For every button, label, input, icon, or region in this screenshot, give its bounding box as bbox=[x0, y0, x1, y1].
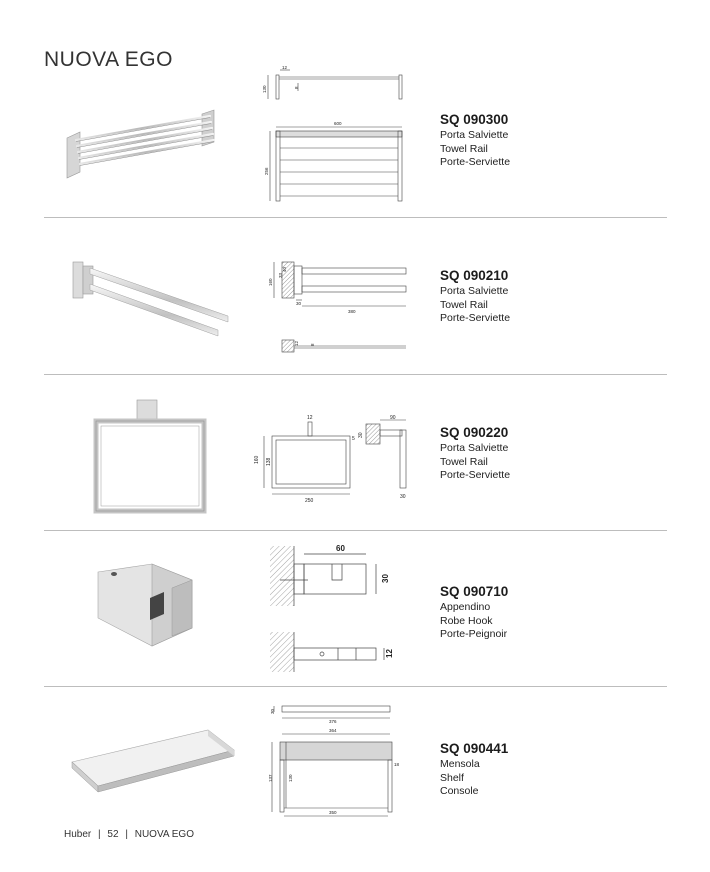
technical-drawing-robe-hook bbox=[268, 540, 398, 675]
dim-label: 5 bbox=[352, 436, 355, 442]
dim-label: 364 bbox=[329, 728, 337, 733]
dim-label: 160 bbox=[254, 455, 260, 464]
product-photo-towel-shelf bbox=[62, 110, 232, 190]
dim-label: 30 bbox=[400, 494, 406, 500]
footer-brand: Huber bbox=[64, 829, 92, 840]
dim-label: 250 bbox=[305, 498, 314, 504]
product-label-it: Porta Salviette bbox=[440, 442, 509, 454]
dim-label: 12 bbox=[282, 65, 288, 70]
product-label-en: Robe Hook bbox=[440, 614, 493, 627]
dim-label: 12 bbox=[307, 415, 313, 421]
product-label-fr: Porte-Serviette bbox=[440, 312, 511, 324]
product-label-fr: Porte-Serviette bbox=[440, 469, 511, 481]
dim-label: 130 bbox=[262, 85, 267, 93]
dim-label: 18 bbox=[394, 762, 400, 767]
divider bbox=[44, 374, 667, 375]
dim-label: 160 bbox=[268, 278, 273, 286]
dim-label: 256 bbox=[264, 167, 269, 175]
product-label-en: Towel Rail bbox=[440, 142, 488, 155]
product-info bbox=[440, 268, 510, 326]
footer-separator: | bbox=[98, 829, 101, 840]
product-label-fr: Porte-Serviette bbox=[440, 156, 511, 168]
product-code: SQ 090441 bbox=[440, 741, 509, 756]
product-label-fr: Console bbox=[440, 785, 479, 797]
dim-label: 33 bbox=[278, 272, 283, 278]
product-info bbox=[440, 584, 508, 642]
dim-label: 350 bbox=[329, 810, 337, 815]
dim-label: 138 bbox=[266, 457, 272, 466]
dim-label: 130 bbox=[288, 774, 293, 782]
dim-label: 12 bbox=[385, 649, 394, 658]
product-code: SQ 090710 bbox=[440, 584, 509, 599]
product-code: SQ 090220 bbox=[440, 425, 509, 440]
dim-label: 40 bbox=[282, 266, 287, 272]
product-photo-robe-hook bbox=[92, 558, 207, 653]
dim-label: 30 bbox=[270, 708, 275, 714]
divider bbox=[44, 530, 667, 531]
footer-section: NUOVA EGO bbox=[134, 829, 194, 840]
product-info bbox=[440, 741, 508, 799]
product-photo-swivel-rail bbox=[68, 258, 233, 338]
page-title: NUOVA EGO bbox=[44, 48, 173, 72]
dim-label: 8 bbox=[310, 343, 315, 346]
dim-label: 137 bbox=[268, 774, 273, 782]
product-photo-shelf bbox=[68, 722, 238, 797]
product-label-fr: Porte-Peignoir bbox=[440, 628, 508, 640]
technical-drawing-towel-shelf bbox=[262, 65, 412, 210]
dim-label: 8 bbox=[294, 86, 299, 89]
product-photo-towel-ring bbox=[90, 395, 210, 515]
product-label-en: Towel Rail bbox=[440, 455, 488, 468]
product-label-en: Towel Rail bbox=[440, 298, 488, 311]
divider bbox=[44, 686, 667, 687]
product-label-it: Appendino bbox=[440, 601, 491, 613]
product-code: SQ 090300 bbox=[440, 112, 509, 127]
dim-label: 30 bbox=[296, 301, 302, 306]
technical-drawing-swivel-rail bbox=[262, 258, 412, 358]
technical-drawing-towel-ring bbox=[250, 410, 420, 504]
product-info bbox=[440, 112, 510, 170]
dim-label: 12 bbox=[294, 340, 299, 346]
dim-label: 30 bbox=[381, 574, 390, 583]
product-info bbox=[440, 425, 510, 483]
dim-label: 380 bbox=[348, 309, 356, 314]
footer-separator: | bbox=[125, 829, 128, 840]
dim-label: 90 bbox=[390, 415, 396, 421]
dim-label: 30 bbox=[358, 432, 364, 438]
dim-label: 376 bbox=[329, 719, 337, 724]
page-footer bbox=[64, 829, 194, 840]
dim-label: 600 bbox=[334, 121, 342, 126]
technical-drawing-shelf bbox=[266, 700, 406, 820]
product-label-it: Porta Salviette bbox=[440, 285, 509, 297]
divider bbox=[44, 217, 667, 218]
product-label-it: Mensola bbox=[440, 758, 480, 770]
product-label-it: Porta Salviette bbox=[440, 129, 509, 141]
product-label-en: Shelf bbox=[440, 771, 464, 784]
footer-page-number: 52 bbox=[107, 829, 119, 840]
dim-label: 60 bbox=[336, 544, 345, 553]
product-code: SQ 090210 bbox=[440, 268, 509, 283]
